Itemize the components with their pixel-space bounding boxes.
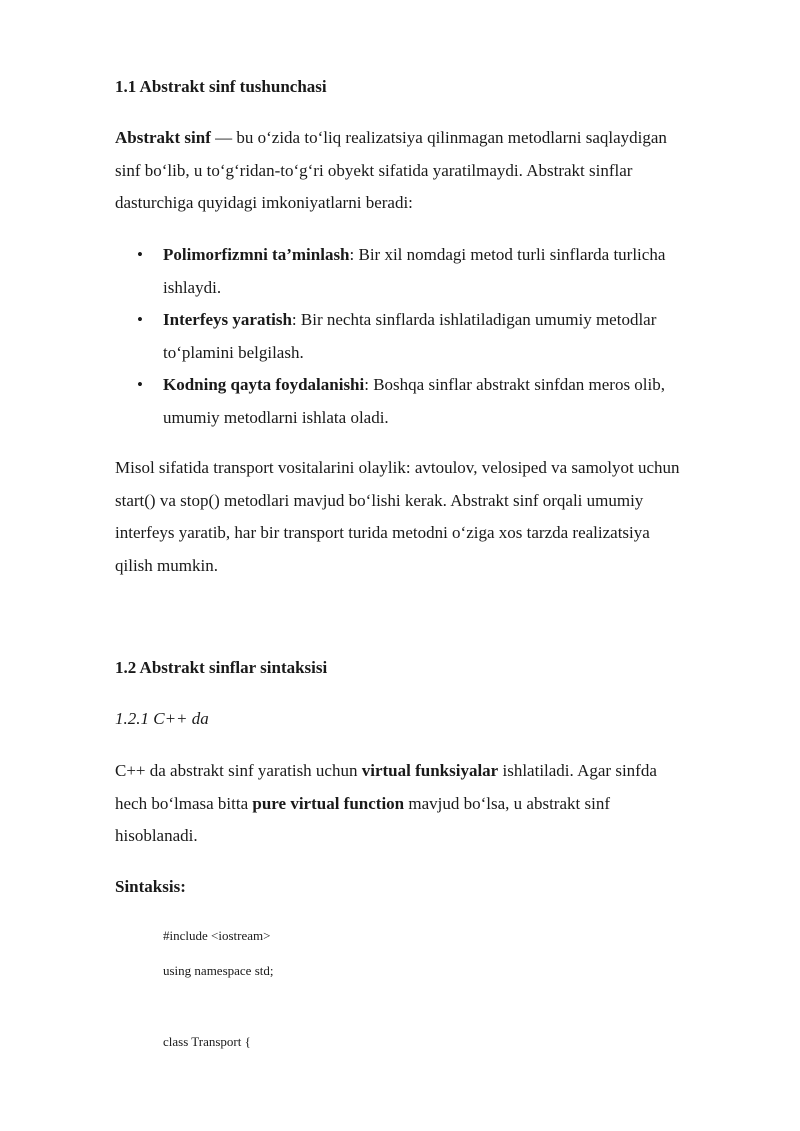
cpp-line-1: [115, 755, 735, 788]
bullet-3-line-1: [163, 369, 743, 402]
cpp-line-2-c: mavjud bo‘lsa, u abstrakt sinf: [404, 793, 610, 813]
bullet-1-line-2: ishlaydi.: [163, 277, 222, 297]
syntax-label: Sintaksis:: [115, 877, 186, 896]
cpp-line-3: hisoblanadi.: [115, 826, 198, 845]
bullet-1-text: : Bir xil nomdagi metod turli sinflarda turlicha: [349, 245, 666, 264]
section-heading-1-2: 1.2 Abstrakt sinflar sintaksisi: [115, 658, 328, 677]
cpp-line-2-a: hech bo‘lmasa bitta: [115, 793, 253, 813]
pure-virtual-term: pure virtual function: [252, 793, 405, 813]
bullet-2-line-2: to‘plamini belgilash.: [163, 342, 304, 362]
intro-line-2: sinf bo‘lib, u to‘g‘ridan-to‘g‘ri obyekt sifatida yaratilmaydi. Abstrakt sinflar: [115, 160, 633, 180]
bullet-2-line-1: [163, 304, 743, 337]
example-line-2: start() va stop() metodlari mavjud bo‘lishi kerak. Abstrakt sinf orqali umumiy: [115, 490, 644, 510]
bullet-dot: •: [137, 375, 143, 394]
bullet-2-title: Interfeys yaratish: [163, 310, 292, 329]
bullet-1-line-1: [163, 239, 743, 272]
bullet-1-title: Polimorfizmni ta’minlash: [163, 245, 350, 264]
bullet-dot: •: [137, 310, 143, 329]
example-paragraph: [115, 452, 735, 582]
intro-line-1: [115, 122, 735, 155]
code-line-include: #include <iostream>: [163, 928, 271, 943]
code-line-namespace: using namespace std;: [163, 963, 274, 978]
example-line-1: Misol sifatida transport vositalarini olaylik: avtoulov, velosiped va samolyot uchun: [115, 458, 680, 477]
bullet-2-text: : Bir nechta sinflarda ishlatiladigan umumiy metodlar: [291, 310, 657, 329]
cpp-line-1-a: C++ da abstrakt sinf yaratish uchun: [115, 761, 362, 780]
section-heading-1-1: 1.1 Abstrakt sinf tushunchasi: [115, 77, 327, 96]
intro-line-1-text: — bu o‘zida to‘liq realizatsiya qilinmagan metodlarni saqlaydigan: [210, 128, 667, 147]
bullet-3-title: Kodning qayta foydalanishi: [163, 375, 365, 394]
cpp-paragraph: [115, 755, 735, 853]
virtual-functions-term: virtual funksiyalar: [361, 761, 499, 780]
bullet-dot: •: [137, 245, 143, 264]
subsection-heading-cpp: 1.2.1 C++ da: [115, 709, 209, 728]
intro-paragraph: [115, 122, 735, 220]
bullet-3-text: : Boshqa sinflar abstrakt sinfdan meros olib,: [364, 375, 666, 394]
example-line-3: interfeys yaratib, har bir transport turida metodni o‘ziga xos tarzda realizatsiya: [115, 523, 650, 542]
bullet-3-line-2: umumiy metodlarni ishlata oladi.: [163, 407, 389, 427]
intro-term: Abstrakt sinf: [115, 128, 211, 147]
cpp-line-1-c: ishlatiladi. Agar sinfda: [498, 761, 657, 780]
example-line-4: qilish mumkin.: [115, 555, 218, 575]
code-line-class: class Transport {: [163, 1034, 251, 1049]
intro-line-3: dasturchiga quyidagi imkoniyatlarni beradi:: [115, 193, 413, 212]
cpp-line-2: [115, 788, 735, 821]
